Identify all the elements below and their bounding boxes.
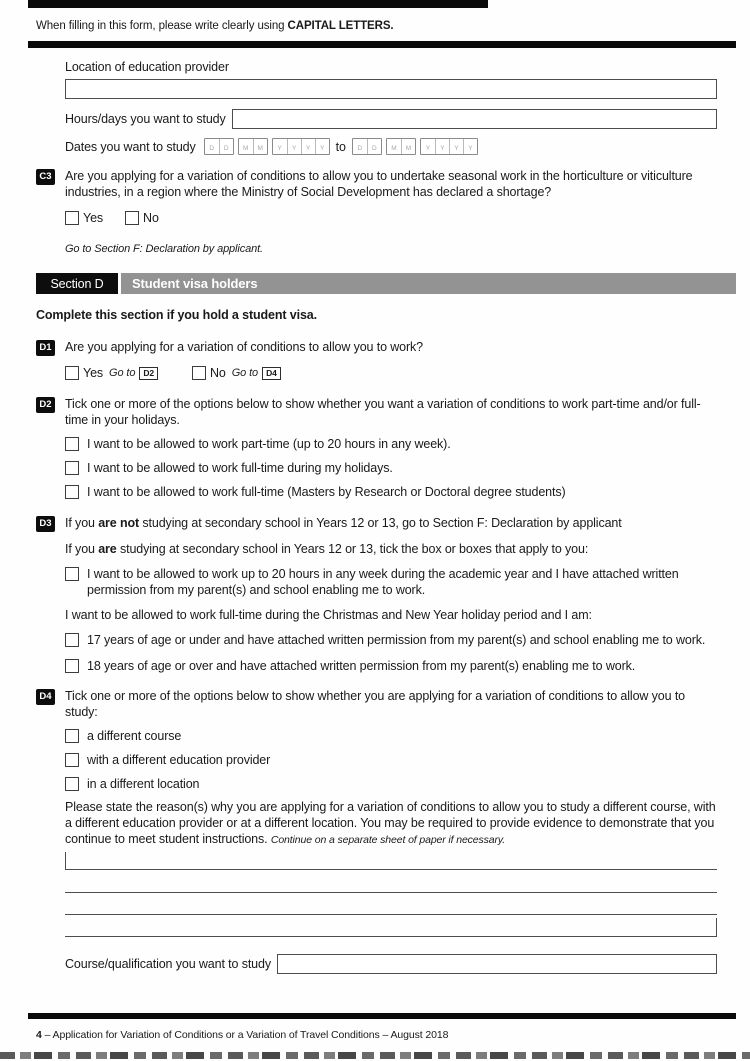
date-cell[interactable]: Y: [435, 139, 449, 154]
course-input[interactable]: [277, 954, 717, 974]
d3-line1-bold: are not: [98, 516, 140, 530]
footer-caption: – Application for Variation of Conditions or a Variation of Travel Conditions – August 2018: [41, 1029, 449, 1041]
writing-line[interactable]: [65, 892, 717, 893]
writing-area-left-tick: [65, 852, 66, 870]
date-to-group[interactable]: [352, 138, 478, 155]
d4-reason-text: Please state the reason(s) why you are applying for a variation of conditions to allow you to study a different course, with a different education provider or at a different location. You may be required to provide evidence to demonstrate that you continue to meet student instructions.: [65, 800, 716, 846]
d3-option3-checkbox[interactable]: [65, 659, 79, 673]
d1-no-label: No: [210, 366, 226, 380]
dates-label: Dates you want to study: [65, 139, 196, 154]
d2-option3-label: I want to be allowed to work full-time (Masters by Research or Doctoral degree students): [87, 485, 566, 499]
instruction-bold: CAPITAL LETTERS.: [287, 20, 394, 32]
d4-option3-checkbox[interactable]: [65, 777, 79, 791]
date-to-day[interactable]: [352, 138, 382, 155]
d4-option-row: [65, 728, 736, 744]
d3-option1-checkbox[interactable]: [65, 567, 79, 581]
writing-line[interactable]: [65, 914, 717, 915]
d2-option2-checkbox[interactable]: [65, 461, 79, 475]
d3-line2-bold: are: [98, 542, 117, 556]
d3-line2-post: studying at secondary school in Years 12 or 13, tick the box or boxes that apply to you:: [116, 542, 589, 556]
d1-yes-goto: Go to: [109, 367, 136, 379]
date-cell[interactable]: Y: [315, 139, 329, 154]
bottom-rule: [28, 1013, 736, 1019]
d1-yes-target: D2: [139, 367, 158, 380]
d4-reason-writing-area[interactable]: [65, 852, 717, 944]
c3-question: Are you applying for a variation of conditions to allow you to undertake seasonal work in the horticulture or viticulture industries, in a region where the Ministry of Social Development has declared a shortage?: [65, 169, 693, 199]
d4-option1-label: a different course: [87, 729, 182, 743]
d4-option2-label: with a different education provider: [87, 753, 271, 767]
location-label: Location of education provider: [65, 60, 229, 74]
c3-yes-label: Yes: [83, 211, 104, 225]
d3-mid-sentence: I want to be allowed to work full-time during the Christmas and New Year holiday period and I am:: [65, 608, 592, 622]
d2-option-row: [65, 460, 736, 476]
c3-no-label: No: [143, 211, 159, 225]
date-from-day[interactable]: [204, 138, 234, 155]
d3-line1-post: studying at secondary school in Years 12 or 13, go to Section F: Declaration by applicant: [139, 516, 622, 530]
question-badge-d2: D2: [36, 397, 55, 413]
date-to-year[interactable]: [420, 138, 478, 155]
date-cell[interactable]: Y: [463, 139, 477, 154]
d3-option3-label: 18 years of age or over and have attached written permission from my parent(s) enabling me to work.: [87, 659, 636, 673]
d2-option3-checkbox[interactable]: [65, 485, 79, 499]
question-badge-c3: C3: [36, 169, 55, 185]
d3-option-row: [65, 658, 736, 674]
d2-option2-label: I want to be allowed to work full-time during my holidays.: [87, 461, 393, 475]
d3-option1-label: I want to be allowed to work up to 20 hours in any week during the academic year and I have attached written permission from my parent(s) and school enabling me to work.: [87, 567, 679, 597]
date-from-group[interactable]: [204, 138, 330, 155]
d2-option-row: [65, 436, 736, 452]
section-d-intro: Complete this section if you hold a student visa.: [36, 308, 317, 322]
date-cell[interactable]: M: [253, 139, 267, 154]
date-cell[interactable]: D: [367, 139, 381, 154]
instruction-text: When filling in this form, please write clearly using: [36, 20, 288, 32]
date-cell[interactable]: D: [209, 145, 214, 152]
d2-question: Tick one or more of the options below to show whether you want a variation of conditions to work part-time and/or full-time in your holidays.: [65, 397, 701, 427]
writing-line[interactable]: [65, 936, 717, 937]
d1-no-target: D4: [262, 367, 281, 380]
d4-question: Tick one or more of the options below to show whether you are applying for a variation of conditions to allow you to study:: [65, 689, 685, 719]
d4-option1-checkbox[interactable]: [65, 729, 79, 743]
question-badge-d4: D4: [36, 689, 55, 705]
d2-option1-label: I want to be allowed to work part-time (up to 20 hours in any week).: [87, 437, 451, 451]
section-d-title: Student visa holders: [121, 273, 736, 294]
d1-no-checkbox[interactable]: [192, 366, 206, 380]
date-to-month[interactable]: [386, 138, 416, 155]
writing-area-right-tick: [716, 918, 717, 937]
d3-option-row: [65, 566, 736, 598]
c3-yes-checkbox[interactable]: [65, 211, 79, 225]
question-badge-d3: D3: [36, 516, 55, 532]
footer-page-number: 4: [36, 1029, 42, 1041]
d1-no-goto: Go to: [231, 367, 259, 379]
d3-option2-label: 17 years of age or under and have attached written permission from my parent(s) and school enabling me to work.: [87, 633, 706, 647]
date-cell[interactable]: Y: [301, 139, 315, 154]
d2-option1-checkbox[interactable]: [65, 437, 79, 451]
hours-label: Hours/days you want to study: [65, 112, 226, 126]
date-from-month[interactable]: [238, 138, 268, 155]
question-badge-d1: D1: [36, 340, 55, 356]
d3-option-row: [65, 632, 736, 648]
d3-line1: [65, 515, 717, 532]
bottom-dashed-strip: [0, 1052, 750, 1059]
date-cell[interactable]: M: [243, 145, 249, 152]
location-input[interactable]: [65, 79, 717, 99]
date-cell[interactable]: Y: [425, 145, 430, 152]
date-cell[interactable]: M: [401, 139, 415, 154]
d3-option2-checkbox[interactable]: [65, 633, 79, 647]
date-cell[interactable]: D: [219, 139, 233, 154]
section-d-label: Section D: [36, 273, 118, 294]
writing-line[interactable]: [65, 869, 717, 870]
hours-input[interactable]: [232, 109, 717, 129]
d4-reason-note: Continue on a separate sheet of paper if necessary.: [270, 834, 506, 846]
date-from-year[interactable]: [272, 138, 330, 155]
dates-to-label: to: [335, 139, 346, 154]
d4-option2-checkbox[interactable]: [65, 753, 79, 767]
d1-question: Are you applying for a variation of conditions to allow you to work?: [65, 340, 424, 354]
section-d-header: [36, 273, 736, 294]
date-cell[interactable]: Y: [277, 145, 282, 152]
date-cell[interactable]: M: [391, 145, 397, 152]
date-cell[interactable]: D: [357, 145, 363, 152]
d4-option-row: [65, 776, 736, 792]
course-label: Course/qualification you want to study: [65, 957, 271, 971]
date-cell[interactable]: Y: [287, 139, 301, 154]
c3-no-checkbox[interactable]: [125, 211, 139, 225]
capital-letters-instruction: [36, 19, 750, 33]
top-rule: [28, 41, 736, 48]
d3-line1-pre: If you: [65, 516, 99, 530]
date-cell[interactable]: Y: [449, 139, 463, 154]
d1-yes-label: Yes: [83, 366, 104, 380]
top-cropped-bar: [28, 0, 488, 8]
page-footer: [36, 1029, 448, 1041]
d1-yes-checkbox[interactable]: [65, 366, 79, 380]
d4-option3-label: in a different location: [87, 777, 200, 791]
d4-reason-paragraph: [65, 799, 721, 848]
d3-line2-pre: If you: [65, 542, 99, 556]
c3-goto-note: Go to Section F: Declaration by applicant.: [65, 243, 263, 255]
d3-line2: [65, 541, 736, 557]
d2-option-row: [65, 484, 736, 500]
d4-option-row: [65, 752, 736, 768]
